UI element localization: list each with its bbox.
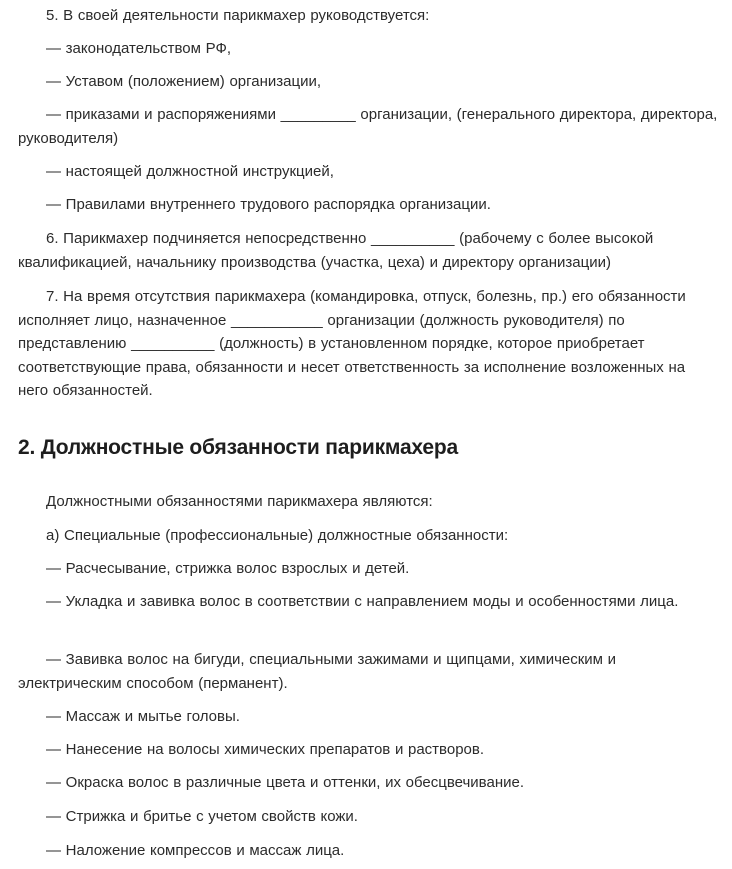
item-5-charter: — Уставом (положением) организации,: [46, 73, 322, 90]
duty-item: — Стрижка и бритье с учетом свойств кожи.: [46, 808, 358, 825]
duty-item: — Нанесение на волосы химических препаратов и растворов.: [46, 741, 485, 758]
item-5-rules: — Правилами внутреннего трудового распорядка организации.: [46, 196, 491, 213]
duty-item: — Наложение компрессов и массаж лица.: [46, 842, 345, 859]
item-6: 6. Парикмахер подчиняется непосредственно __________ (рабочему с более высокой квалификацией, начальнику производства (участка, цеха) и директору организации): [18, 230, 654, 271]
duty-item: — Окраска волос в различные цвета и оттенки, их обесцвечивание.: [46, 774, 524, 791]
section-2-subtitle-a: а) Специальные (профессиональные) должностные обязанности:: [46, 527, 509, 544]
item-5-laws: — законодательством РФ,: [46, 40, 232, 57]
duty-item: — Расчесывание, стрижка волос взрослых и детей.: [46, 560, 410, 577]
item-5-orders: — приказами и распоряжениями _________ организации, (генерального директора, директора, руководителя): [18, 106, 718, 147]
item-7: 7. На время отсутствия парикмахера (командировка, отпуск, болезнь, пр.) его обязанности исполняет лицо, назначенное ___________ организации (должность руководителя) по представлению __________ (должность) в установленном порядке, которое приобретает соответствующие права, обязанности и несет ответственность за исполнение возложенных на него обязанностей.: [18, 288, 686, 399]
duty-item: — Массаж и мытье головы.: [46, 708, 240, 725]
section-2-intro: Должностными обязанностями парикмахера являются:: [46, 493, 433, 510]
section-2-title: 2. Должностные обязанности парикмахера: [18, 436, 458, 459]
item-5-instruction: — настоящей должностной инструкцией,: [46, 163, 334, 180]
duty-item: — Укладка и завивка волос в соответствии с направлением моды и особенностями лица.: [46, 593, 679, 610]
duty-item: — Завивка волос на бигуди, специальными зажимами и щипцами, химическим и электрическим способом (перманент).: [18, 651, 617, 692]
item-5: 5. В своей деятельности парикмахер руководствуется:: [46, 7, 430, 24]
